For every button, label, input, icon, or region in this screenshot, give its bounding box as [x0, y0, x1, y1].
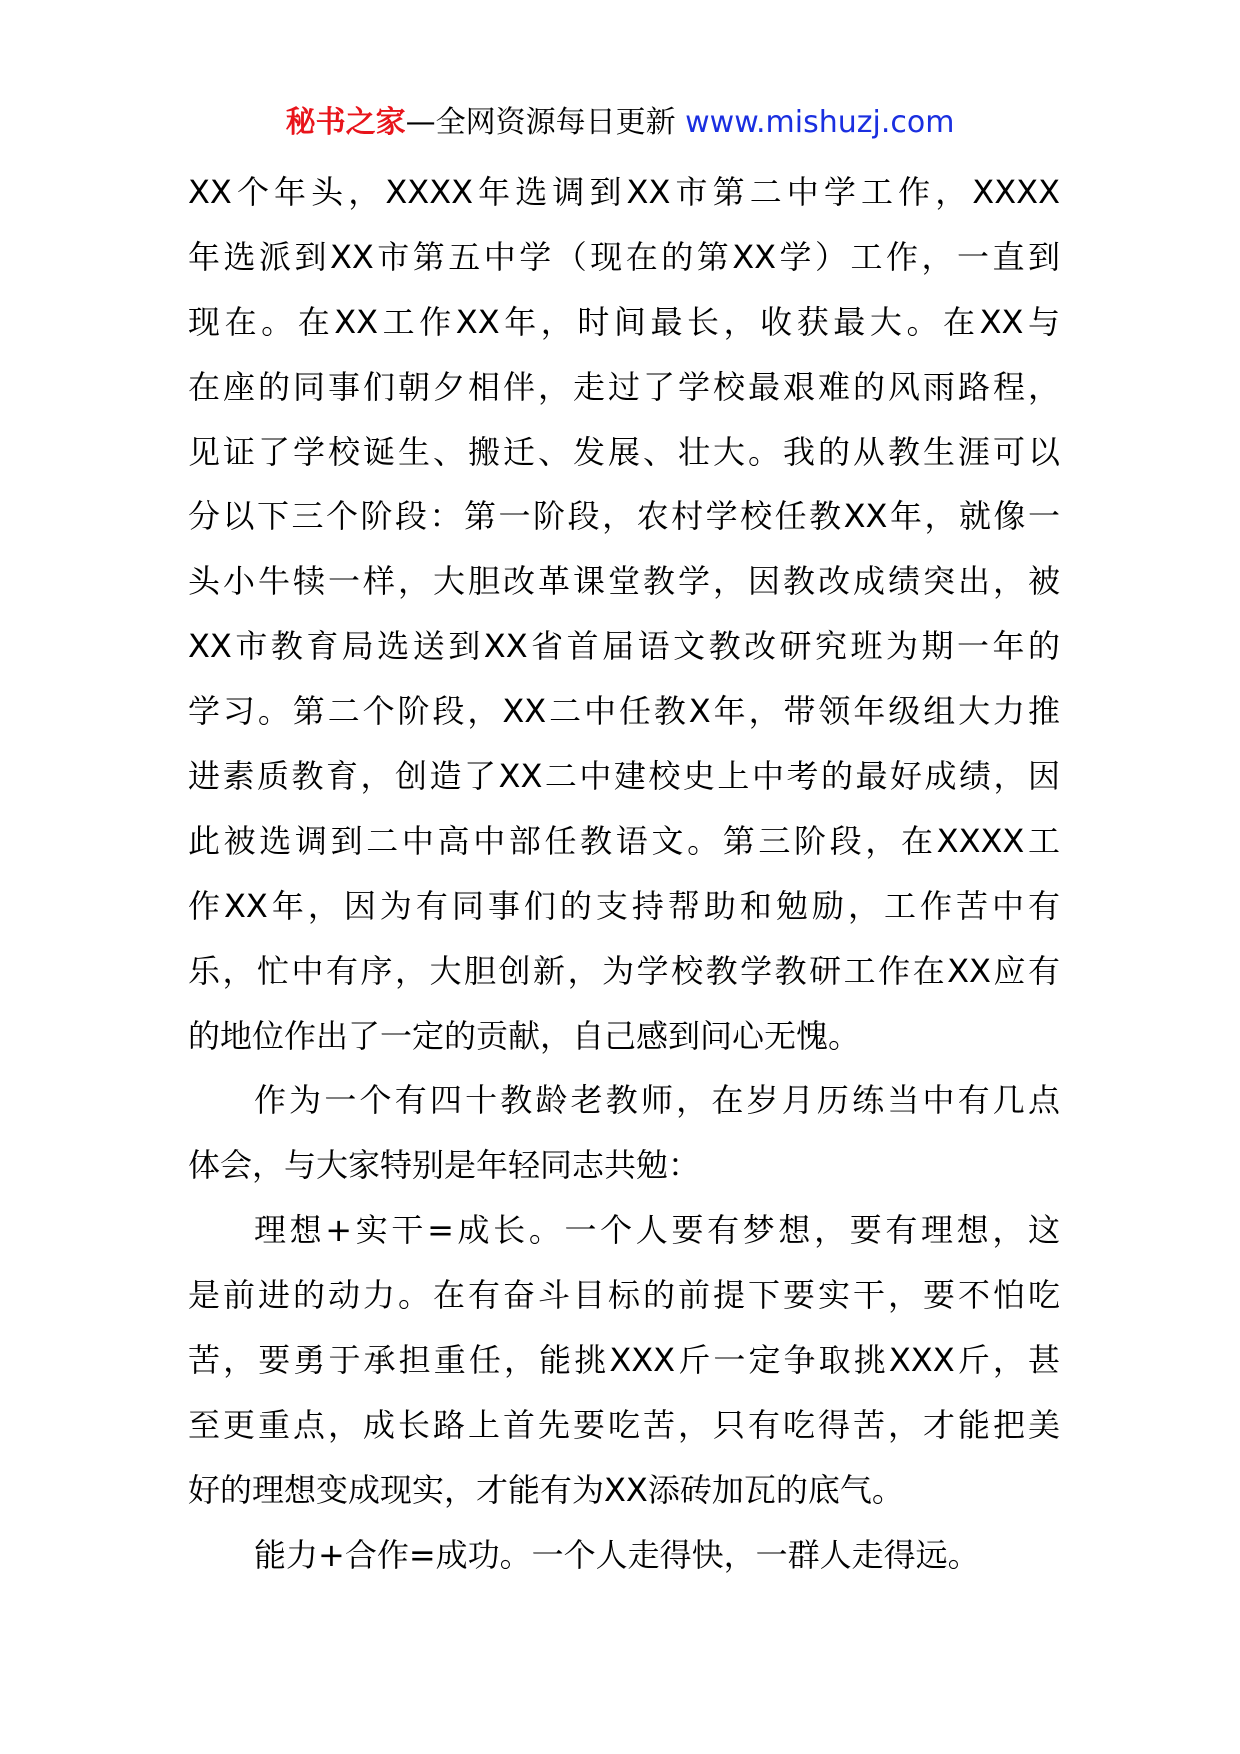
text-line: 学习。第二个阶段，XX二中任教X年，带领年级组大力推	[188, 692, 1060, 731]
document-body	[188, 160, 1060, 1588]
text-line: 能力+合作=成功。一个人走得快，一群人走得远。	[254, 1535, 980, 1574]
text-line: 苦，要勇于承担重任，能挑XXX斤一定争取挑XXX斤，甚	[188, 1341, 1060, 1380]
site-brand: 秘书之家	[285, 105, 406, 140]
text-line: 现在。在XX工作XX年，时间最长，收获最大。在XX与	[188, 302, 1060, 341]
site-slogan: —全网资源每日更新	[405, 105, 676, 140]
text-line: 分以下三个阶段：第一阶段，农村学校任教XX年，就像一	[188, 497, 1060, 536]
text-line: 体会，与大家特别是年轻同志共勉：	[188, 1146, 701, 1185]
text-line: 好的理想变成现实，才能有为XX添砖加瓦的底气。	[188, 1470, 904, 1509]
text-line: 作为一个有四十教龄老教师，在岁月历练当中有几点	[254, 1081, 1060, 1120]
text-line: 作XX年，因为有同事们的支持帮助和勉励，工作苦中有	[188, 886, 1060, 925]
text-line: 是前进的动力。在有奋斗目标的前提下要实干，要不怕吃	[188, 1276, 1060, 1315]
text-line: 至更重点，成长路上首先要吃苦，只有吃得苦，才能把美	[188, 1405, 1060, 1444]
text-line: XX市教育局选送到XX省首届语文教改研究班为期一年的	[188, 627, 1060, 666]
text-line: 进素质教育，创造了XX二中建校史上中考的最好成绩，因	[188, 757, 1060, 796]
text-line: 年选派到XX市第五中学（现在的第XX学）工作，一直到	[188, 237, 1060, 276]
text-line: 乐，忙中有序，大胆创新，为学校教学教研工作在XX应有	[188, 951, 1060, 990]
text-line: 理想+实干=成长。一个人要有梦想，要有理想，这	[254, 1211, 1060, 1250]
site-header	[0, 103, 1240, 143]
text-line: 此被选调到二中高中部任教语文。第三阶段，在XXXX工	[188, 821, 1060, 860]
text-line: 在座的同事们朝夕相伴，走过了学校最艰难的风雨路程，	[188, 367, 1060, 406]
text-line: 见证了学校诞生、搬迁、发展、壮大。我的从教生涯可以	[188, 432, 1060, 471]
site-url-link[interactable]: www.mishuzj.com	[685, 105, 955, 140]
text-line: XX个年头，XXXX年选调到XX市第二中学工作，XXXX	[188, 173, 1060, 211]
text-line: 头小牛犊一样，大胆改革课堂教学，因教改成绩突出，被	[188, 562, 1060, 601]
text-line: 的地位作出了一定的贡献，自己感到问心无愧。	[188, 1016, 861, 1055]
